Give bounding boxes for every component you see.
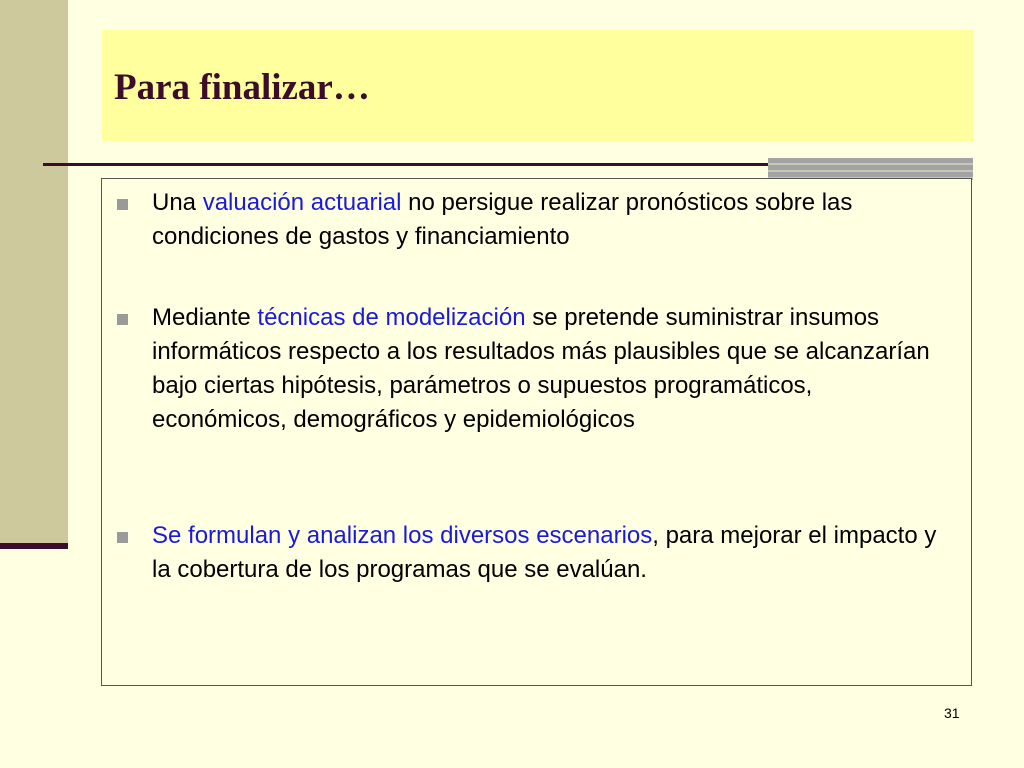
bullet-highlight: técnicas de modelización (257, 304, 526, 331)
decorative-striped-block (768, 158, 973, 180)
title-divider (43, 163, 771, 166)
page-number: 31 (944, 705, 960, 721)
bullet-text-pre: Una (152, 189, 203, 216)
left-accent-bar (0, 0, 68, 543)
bullet-text-post: no persigue realizar pronósticos sobre las condiciones de gastos y financiamiento (152, 189, 853, 250)
left-accent-bar-cap (0, 543, 68, 549)
bullet-text-post: se pretende suministrar insumos informáticos respecto a los resultados más plausibles que se alcanzarían bajo ciertas hipótesis, parámetros o supuestos programáticos, económicos, demográficos y epidemiológicos (152, 304, 930, 433)
bullet-highlight: valuación actuarial (202, 189, 402, 216)
content-box (101, 178, 972, 686)
bullet-highlight: Se formulan y analizan los diversos escenarios (152, 522, 653, 549)
square-bullet-icon (117, 199, 128, 210)
square-bullet-icon (117, 314, 128, 325)
bullet-item (152, 301, 952, 437)
slide-title: Para finalizar… (114, 67, 370, 108)
bullet-text-pre: Mediante (152, 304, 258, 331)
bullet-item (152, 519, 952, 587)
square-bullet-icon (117, 532, 128, 543)
bullet-text-post: , para mejorar el impacto y la cobertura de los programas que se evalúan. (152, 522, 937, 583)
bullet-item (152, 186, 952, 254)
